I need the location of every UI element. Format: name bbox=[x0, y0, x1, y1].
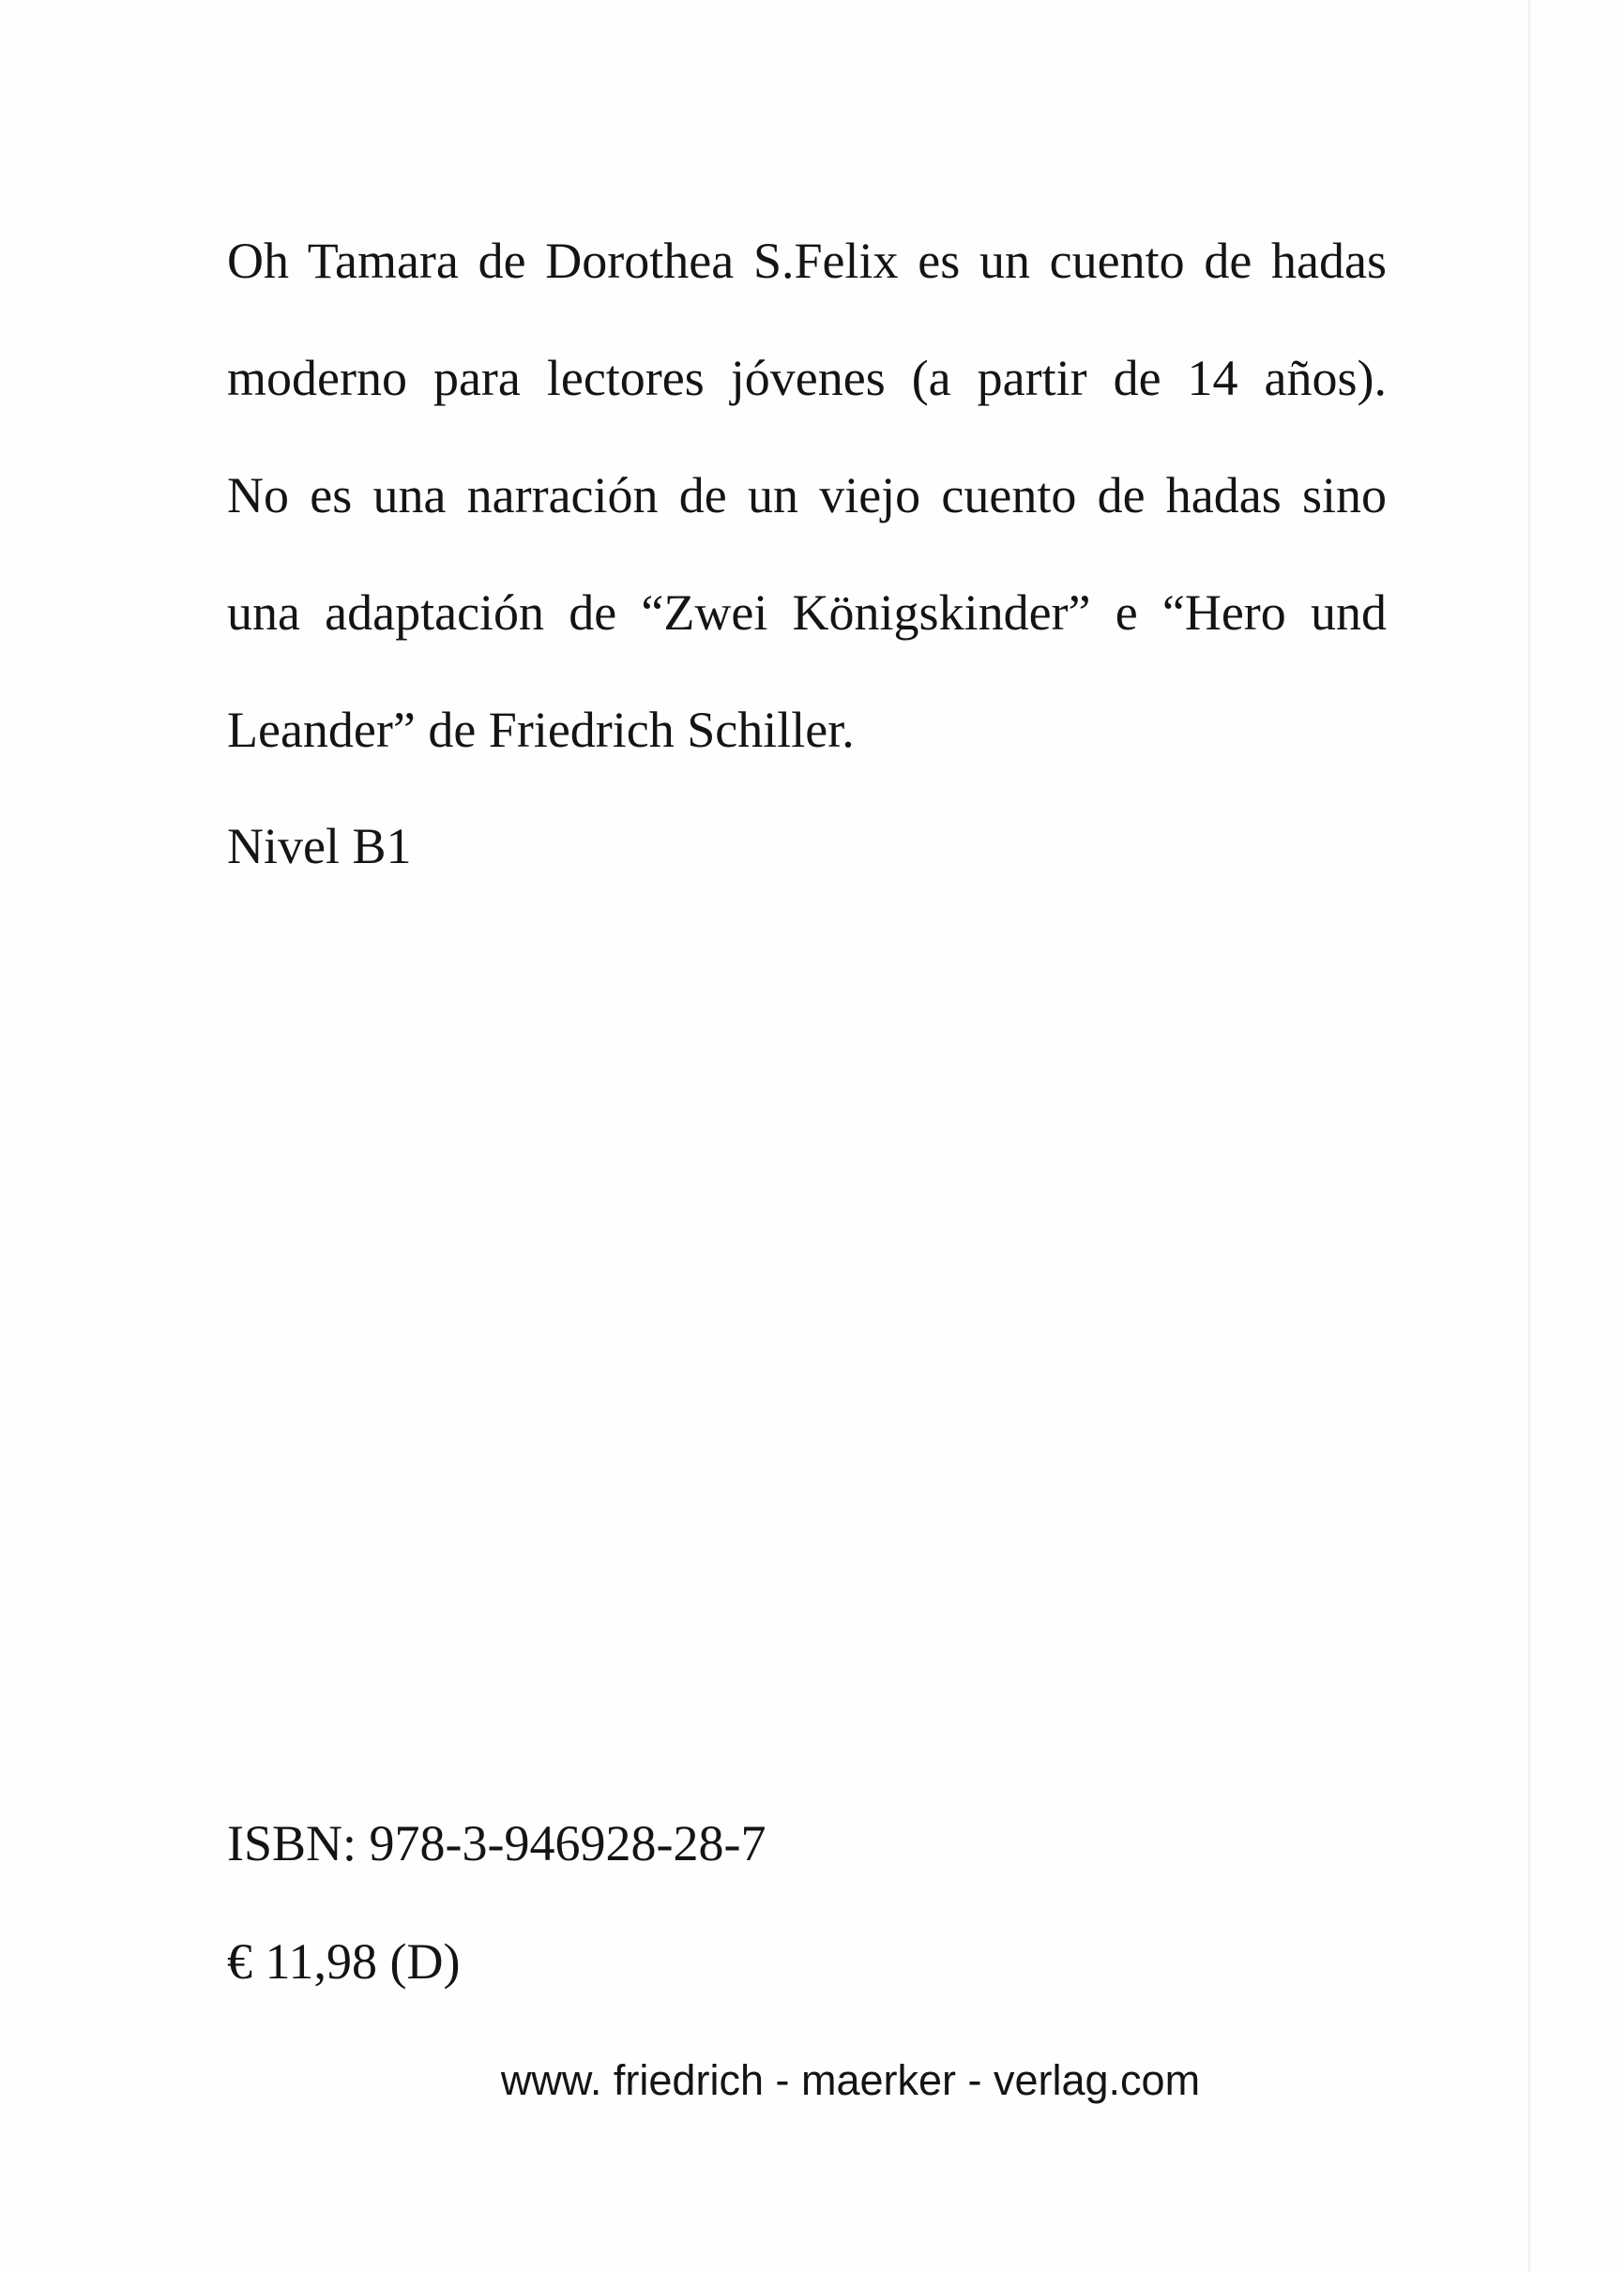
blurb-line: No es una narración de un viejo cuento de hadas sino bbox=[227, 467, 1387, 523]
blurb-line: una adaptación de “Zwei Königskinder” e “Hero und bbox=[227, 584, 1387, 641]
publisher-website: www. friedrich - maerker - verlag.com bbox=[500, 2056, 1201, 2104]
price-label: € 11,98 (D) bbox=[227, 1933, 461, 1990]
blurb-line: Leander” de Friedrich Schiller. bbox=[227, 702, 855, 758]
blurb-paragraph bbox=[227, 214, 1387, 800]
blurb-line: Oh Tamara de Dorothea S.Felix es un cuento de hadas bbox=[227, 233, 1387, 289]
language-level: Nivel B1 bbox=[227, 818, 412, 874]
blurb-line: moderno para lectores jóvenes (a partir de 14 años). bbox=[227, 350, 1387, 406]
cover-edge-line bbox=[1528, 0, 1530, 2272]
isbn-number: ISBN: 978-3-946928-28-7 bbox=[227, 1815, 766, 1871]
